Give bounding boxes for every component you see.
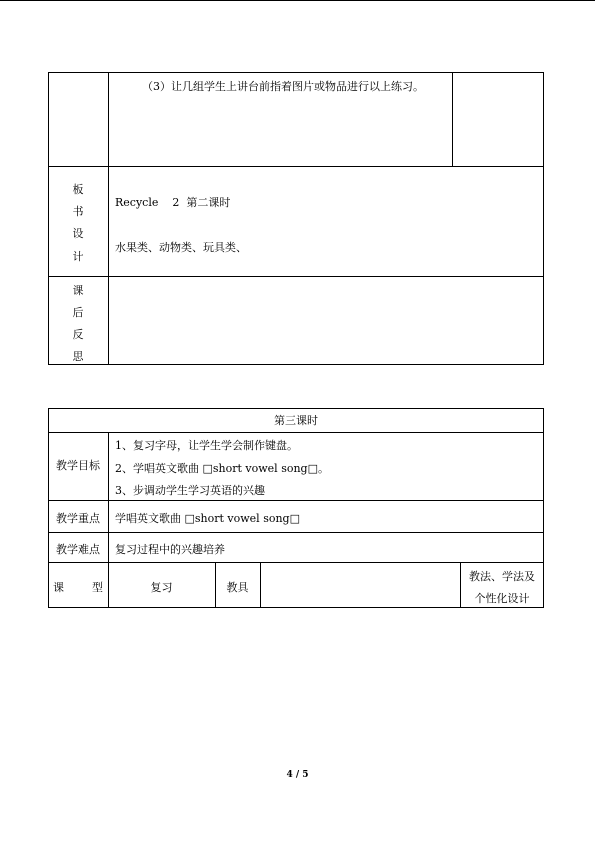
board-label-char: 设 [72,227,84,240]
reflection-label-char: 课 [72,284,84,297]
difficulty-label: 教学难点 [56,543,100,556]
method-label-line1: 教法、学法及 [469,570,535,583]
key-point-label: 教学重点 [56,512,100,525]
activity-step-3: （3）让几组学生上讲台前指着图片或物品进行以上练习。 [142,80,424,93]
lesson-title: 第三课时 [274,414,318,427]
board-label-char: 板 [72,183,84,196]
key-point-value: 学唱英文歌曲 □short vowel song□ [115,512,300,525]
reflection-label-char: 后 [72,306,84,319]
teaching-tools-label: 教具 [226,581,249,594]
table2-row-divider [48,432,544,433]
method-label-line2: 个性化设计 [474,592,530,605]
table1-border [48,72,544,365]
lesson-type-label: 课 型 [53,581,103,594]
table1-right-divider [452,72,453,166]
goal-item: 2、学唱英文歌曲 □short vowel song□。 [115,462,329,475]
table1-row-divider [48,276,544,277]
lesson-type-value: 复习 [150,581,173,594]
table2-col-divider [260,562,261,608]
board-label-char: 计 [72,250,84,263]
goal-item: 3、步调动学生学习英语的兴趣 [115,484,265,497]
reflection-label-char: 思 [72,350,84,363]
table2-row-divider [48,500,544,501]
board-design-categories: 水果类、动物类、玩具类、 [115,241,247,254]
page-number: 4 / 5 [286,770,309,780]
table2-row-divider [48,562,544,563]
table1-row-divider [48,166,544,167]
goal-item: 1、复习字母，让学生学会制作键盘。 [115,439,298,452]
table2-row-divider [48,532,544,533]
goals-label: 教学目标 [56,459,100,472]
reflection-label-char: 反 [72,328,84,341]
board-label-char: 书 [72,205,84,218]
difficulty-value: 复习过程中的兴趣培养 [115,543,225,556]
page-top-rule [0,0,595,1]
table1-label-divider [108,72,109,365]
board-design-title: Recycle 2 第二课时 [115,196,231,209]
